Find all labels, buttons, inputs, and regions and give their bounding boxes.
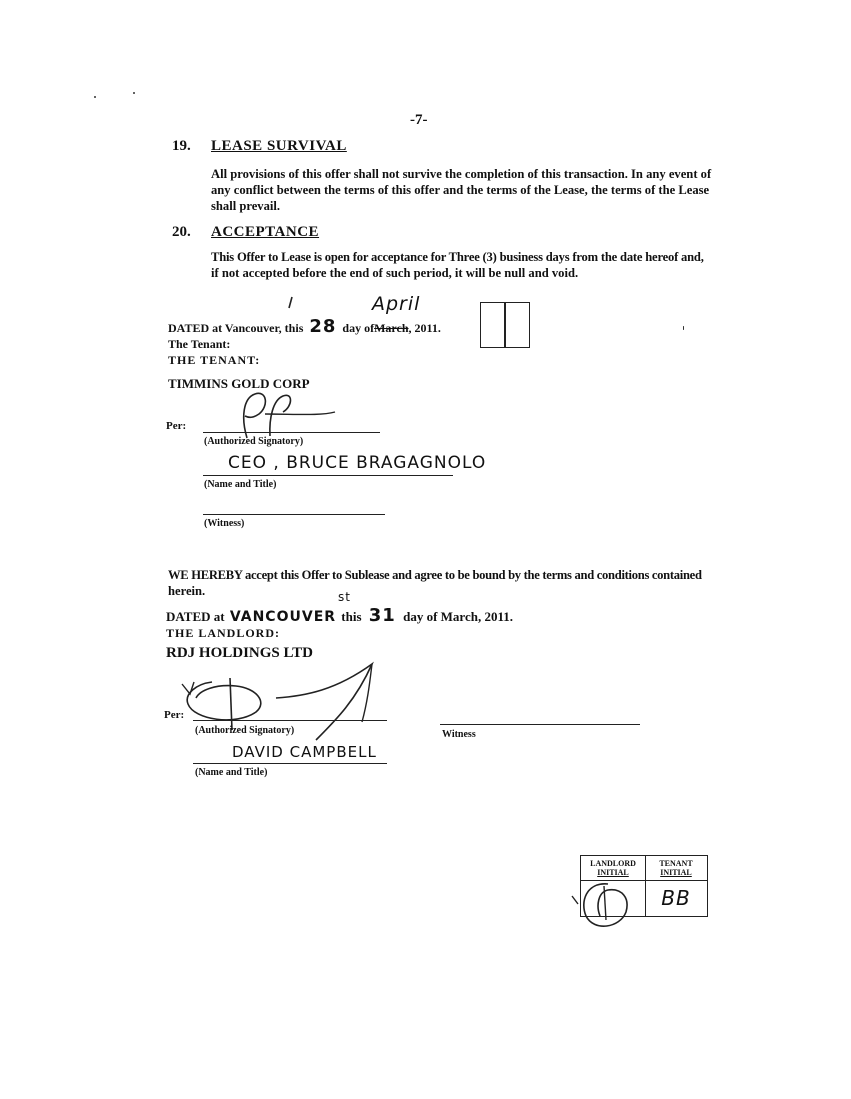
tenant-initials-handwritten: BB	[661, 886, 691, 910]
scan-speck	[133, 92, 135, 94]
tenant-initial-header-line2: INITIAL	[660, 868, 692, 877]
scan-speck	[94, 96, 96, 98]
section-20-number: 20.	[172, 224, 191, 240]
landlord-place-handwritten: VANCOUVER	[229, 609, 337, 625]
section-20-body	[211, 249, 731, 281]
landlord-company: RDJ HOLDINGS LTD	[166, 645, 313, 661]
landlord-witness-line	[440, 724, 640, 725]
tenant-day-handwritten: 28	[309, 316, 337, 337]
landlord-name-handwritten: DAVID CAMPBELL	[232, 743, 377, 761]
the-tenant-plain: The Tenant:	[168, 337, 231, 351]
tenant-initial-header-line1: TENANT	[659, 859, 693, 868]
landlord-day-suffix-handwritten: st	[338, 590, 351, 604]
handwritten-tick-mark	[286, 296, 296, 310]
acceptance-line: herein.	[168, 584, 206, 598]
tenant-per-label: Per:	[166, 420, 187, 432]
tenant-day-label: day of	[342, 321, 375, 335]
section-20-line: if not accepted before the end of such period, it will be null and void.	[211, 266, 579, 280]
scan-speck	[683, 326, 684, 330]
section-20-heading: ACCEPTANCE	[211, 224, 320, 240]
initial-checkbox-right	[504, 302, 530, 348]
section-19-line: any conflict between the terms of this offer and the terms of the Lease, the terms of the Lease	[211, 183, 710, 197]
landlord-per-label: Per:	[164, 709, 185, 721]
section-19-number: 19.	[172, 138, 191, 154]
tenant-signature-line	[203, 432, 380, 433]
landlord-day-handwritten: 31	[368, 605, 396, 626]
landlord-initial-header-line2: INITIAL	[597, 868, 629, 877]
tenant-month-struck: March	[374, 321, 409, 335]
landlord-signature-line	[193, 720, 387, 721]
tenant-name-caption: (Name and Title)	[204, 479, 277, 490]
section-19-body	[211, 166, 731, 214]
tenant-initial-header	[645, 859, 707, 877]
landlord-initials-drawing	[568, 876, 638, 936]
landlord-initial-header	[581, 859, 645, 877]
landlord-acceptance-text	[168, 567, 708, 599]
section-20-line: This Offer to Lease is open for acceptance for Three (3) business days from the date hereof and,	[211, 250, 704, 264]
tenant-dated-prefix: DATED at Vancouver, this	[168, 321, 304, 335]
landlord-dated-prefix: DATED at	[166, 609, 225, 624]
initial-checkbox-left	[480, 302, 506, 348]
tenant-month-handwritten: April	[372, 293, 421, 315]
tenant-witness-line	[203, 514, 385, 515]
the-landlord-caps: THE LANDLORD:	[166, 626, 281, 640]
landlord-initial-header-line1: LANDLORD	[590, 859, 636, 868]
landlord-witness-label: Witness	[442, 729, 476, 740]
tenant-witness-caption: (Witness)	[204, 518, 245, 529]
landlord-name-caption: (Name and Title)	[195, 767, 268, 778]
section-19-line: shall prevail.	[211, 199, 281, 213]
section-19-heading: LEASE SURVIVAL	[211, 138, 347, 154]
the-tenant-caps: THE TENANT:	[168, 353, 261, 367]
landlord-this-label: this	[341, 609, 362, 624]
acceptance-line: WE HEREBY accept this Offer to Sublease and agree to be bound by the terms and conditions contained	[168, 568, 702, 582]
landlord-authorized-caption: (Authorized Signatory)	[195, 725, 295, 736]
tenant-name-line	[203, 475, 453, 476]
page-number: -7-	[410, 112, 428, 128]
section-19-line: All provisions of this offer shall not survive the completion of this transaction. In any event of	[211, 167, 712, 181]
tenant-year: , 2011.	[408, 321, 441, 335]
tenant-authorized-caption: (Authorized Signatory)	[204, 436, 304, 447]
tenant-name-handwritten: CEO , BRUCE BRAGAGNOLO	[228, 453, 487, 473]
tenant-company: TIMMINS GOLD CORP	[168, 376, 310, 391]
landlord-rest: day of March, 2011.	[403, 609, 513, 624]
landlord-name-line	[193, 763, 387, 764]
tenant-dated-line	[168, 316, 441, 337]
landlord-dated-line	[166, 605, 513, 626]
